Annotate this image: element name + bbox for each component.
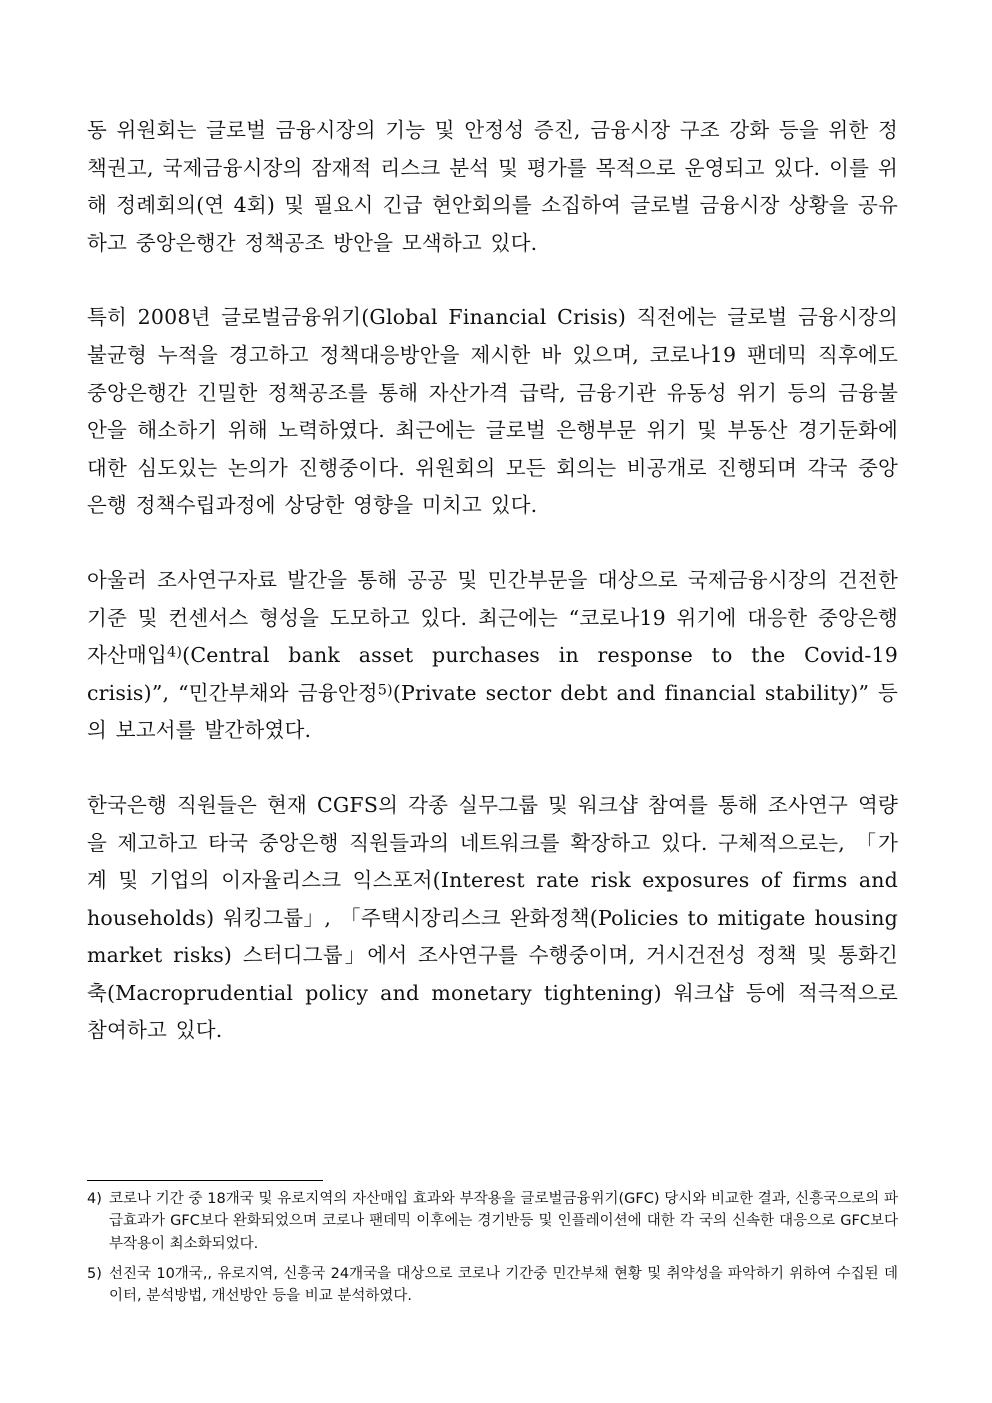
- document-body: [87, 112, 898, 1050]
- footnote-ref-4[interactable]: 4): [167, 644, 183, 661]
- publications-text-1: 아울러 조사연구자료 발간을 통해 공공 및 민간부문을 대상으로 국제금융시장의 건전한 기준 및 컨센서스 형성을 도모하고 있다. 최근에는 “코로나19 위기에 대응한 중앙은행 자산매입: [87, 567, 898, 668]
- footnote-number: 4): [87, 1191, 102, 1207]
- paragraph-publications: [87, 562, 898, 750]
- footnote-ref-5[interactable]: 5): [377, 681, 393, 698]
- footnote-divider: [87, 1180, 323, 1181]
- publications-text-2: (Central bank asset purchases in response to the Covid-19 crisis)”, “민간부채와 금융안정: [87, 643, 898, 705]
- paragraph-bok-participation: 한국은행 직원들은 현재 CGFS의 각종 실무그룹 및 워크샵 참여를 통해 조사연구 역량을 제고하고 타국 중앙은행 직원들과의 네트워크를 확장하고 있다. 구체적으로는, 「가계 및 기업의 이자율리스크 익스포저(Interest rate risk exposures of firms and households) 워킹그룹」, 「주택시장리스크 완화정책(Policies to mitigate housing market risks) 스터디그룹」에서 조사연구를 수행중이며, 거시건전성 정책 및 통화긴축(Macroprudential policy and monetary tightening) 워크샵 등에 적극적으로 참여하고 있다.: [87, 792, 898, 1043]
- paragraph-committee-purpose: 동 위원회는 글로벌 금융시장의 기능 및 안정성 증진, 금융시장 구조 강화 등을 위한 정책권고, 국제금융시장의 잠재적 리스크 분석 및 평가를 목적으로 운영되고 있다. 이를 위해 정례회의(연 4회) 및 필요시 긴급 현안회의를 소집하여 글로벌 금융시장 상황을 공유하고 중앙은행간 정책공조 방안을 모색하고 있다.: [87, 118, 898, 255]
- paragraph-crisis-response: 특히 2008년 글로벌금융위기(Global Financial Crisis) 직전에는 글로벌 금융시장의 불균형 누적을 경고하고 정책대응방안을 제시한 바 있으며, 코로나19 팬데믹 직후에도 중앙은행간 긴밀한 정책공조를 통해 자산가격 급락, 금융기관 유동성 위기 등의 금융불안을 해소하기 위해 노력하였다. 최근에는 글로벌 은행부문 위기 및 부동산 경기둔화에 대한 심도있는 논의가 진행중이다. 위원회의 모든 회의는 비공개로 진행되며 각국 중앙은행 정책수립과정에 상당한 영향을 미치고 있다.: [87, 305, 898, 518]
- footnote-5: [87, 1263, 898, 1308]
- footnote-4: [87, 1188, 898, 1255]
- publications-text-3: (Private sector debt and financial stability)” 등의 보고서를 발간하였다.: [87, 680, 899, 743]
- footnote-number: 5): [87, 1265, 102, 1282]
- footnote-text: 코로나 기간 중 18개국 및 유로지역의 자산매입 효과와 부작용을 글로벌금융위기(GFC) 당시와 비교한 결과, 신흥국으로의 파급효과가 GFC보다 완화되었으며 코로나 팬데믹 이후에는 경기반등 및 인플레이션에 대한 각 국의 신속한 대응으로 GFC보다 부작용이 최소화되었다.: [109, 1191, 898, 1252]
- footnotes: [87, 1188, 898, 1307]
- footnote-text: 선진국 10개국,, 유로지역, 신흥국 24개국을 대상으로 코로나 기간중 민간부채 현황 및 취약성을 파악하기 위하여 수집된 데이터, 분석방법, 개선방안 등을 비교 분석하였다.: [109, 1265, 898, 1305]
